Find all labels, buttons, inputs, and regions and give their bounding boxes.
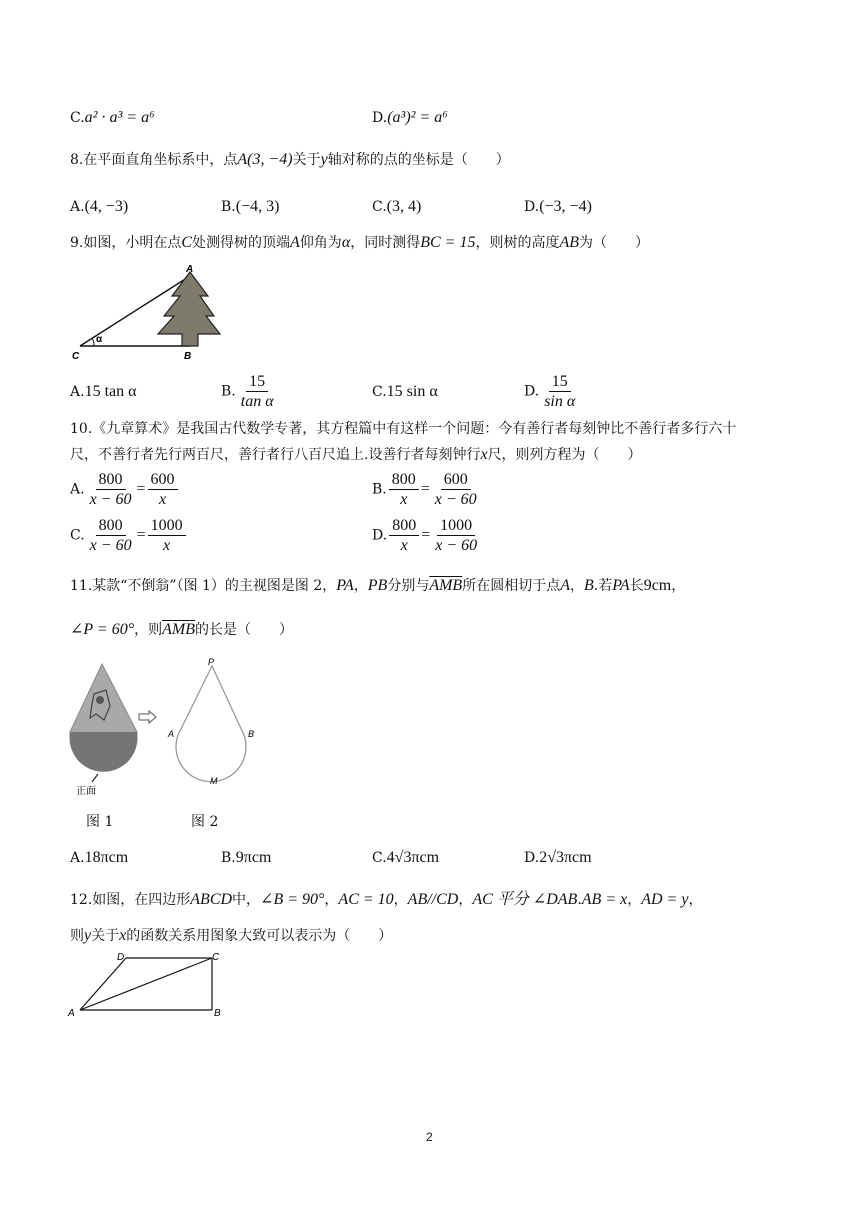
q8-stem <box>70 150 510 170</box>
text: ， <box>627 892 642 908</box>
q10-option-b <box>372 470 482 509</box>
math: 9cm <box>643 577 672 594</box>
q10-option-a <box>70 470 180 509</box>
q10-stem-line1: 10.《九章算术》是我国古代数学专著，其方程篇中有这样一个问题：今有善行者每刻钟比不善行者多行六十 <box>70 421 737 437</box>
fraction-left <box>87 516 135 555</box>
option-label: D. <box>372 110 388 126</box>
text: 所在圆相切于点 <box>462 578 561 594</box>
q10-option-d <box>372 516 482 555</box>
text: ， <box>393 892 408 908</box>
text: 关于 <box>91 928 120 944</box>
fraction <box>541 372 578 411</box>
label-front: 正面 <box>76 786 96 797</box>
label-c: C <box>72 351 80 362</box>
option-label: A. <box>70 384 85 400</box>
arc-amb: $\overline{AMB}$ <box>162 621 195 638</box>
option-label: B. <box>221 383 236 400</box>
option-label: C. <box>372 850 387 866</box>
q9-option-d <box>524 372 580 411</box>
denominator: x − 60 <box>435 537 478 554</box>
text: 为（ ） <box>579 235 650 251</box>
math: AC 平分 ∠DAB <box>472 891 578 908</box>
formula: a² · a³ = a⁶ <box>84 109 155 126</box>
label-b: B <box>184 351 192 362</box>
label-c: C <box>212 952 220 963</box>
math: C <box>181 234 193 251</box>
text: 则 <box>70 928 84 944</box>
math: AB//CD <box>407 891 459 908</box>
option-value: (−3, −4) <box>539 198 592 215</box>
math: A(3, −4) <box>237 151 293 168</box>
q7-option-d <box>372 108 448 128</box>
text: 的函数关系用图象大致可以表示为（ ） <box>126 928 393 944</box>
numerator: 800 <box>96 516 126 536</box>
option-value: 4√3πcm <box>386 849 440 866</box>
math: B <box>583 577 594 594</box>
figure-2-caption: 图 2 <box>191 814 219 830</box>
fraction-left <box>389 470 419 509</box>
math: x <box>480 446 488 463</box>
option-value: (3, 4) <box>386 198 422 215</box>
angle-arc <box>93 339 95 346</box>
segment-ac <box>80 958 212 1010</box>
math: y <box>84 927 92 944</box>
option-value: (−4, 3) <box>235 198 280 215</box>
q8-option-b <box>221 197 279 217</box>
numerator: 800 <box>389 516 419 536</box>
option-label: C. <box>372 384 387 400</box>
q8-option-a <box>70 197 128 217</box>
text: 9.如图，小明在点 <box>70 235 182 251</box>
formula: (a³)² = a⁶ <box>387 109 448 126</box>
option-value: 2√3πcm <box>539 849 592 866</box>
q11-figure-2 <box>166 654 266 786</box>
q11-stem-line1 <box>70 576 685 596</box>
text: 尺，则列方程为（ ） <box>487 447 642 463</box>
option-value: 15 tan α <box>84 383 137 400</box>
q8-option-d <box>524 197 592 217</box>
equals: = <box>136 480 146 498</box>
segment-ad <box>80 958 126 1010</box>
option-label: B. <box>221 850 236 866</box>
option-label: A. <box>70 199 85 215</box>
text: 仰角为 <box>299 235 342 251</box>
math: PA <box>612 577 630 594</box>
equals: = <box>421 526 431 544</box>
q11-option-b <box>221 848 271 868</box>
text: 轴对称的点的坐标是（ ） <box>327 152 510 168</box>
option-label: B. <box>372 481 387 498</box>
label-m: M <box>210 776 218 786</box>
numerator: 800 <box>389 470 419 490</box>
math: ∠B = 90° <box>260 891 325 908</box>
text: ， <box>569 578 584 594</box>
q10-stem-line2 <box>70 445 642 465</box>
q11-option-a <box>70 848 128 868</box>
text: ， <box>458 892 473 908</box>
q7-option-c <box>70 108 155 128</box>
drop-outline <box>176 666 246 782</box>
text: ， <box>324 892 339 908</box>
text: 处测得树的顶端 <box>192 235 291 251</box>
denominator: x − 60 <box>89 491 132 508</box>
math: ABCD <box>190 891 233 908</box>
fraction <box>238 372 277 411</box>
option-label: D. <box>524 850 540 866</box>
label-b: B <box>248 729 255 739</box>
q11-figure-1 <box>66 660 146 800</box>
q10-option-c <box>70 516 188 555</box>
numerator: 15 <box>246 372 268 392</box>
option-label: C. <box>372 199 387 215</box>
numerator: 1000 <box>148 516 186 536</box>
q12-stem-line1 <box>70 890 702 910</box>
math: AD = y <box>641 891 689 908</box>
numerator: 800 <box>96 470 126 490</box>
math: AB = x <box>581 891 628 908</box>
option-value: 18πcm <box>84 849 129 866</box>
q8-option-c <box>372 197 421 217</box>
numerator: 600 <box>441 470 471 490</box>
q12-stem-line2 <box>70 926 392 946</box>
option-label: A. <box>70 481 85 498</box>
math: x <box>119 927 127 944</box>
q11-stem-line2 <box>70 620 293 640</box>
option-label: B. <box>221 199 236 215</box>
denominator: x − 60 <box>434 491 477 508</box>
math: α <box>341 234 351 251</box>
q11-option-c <box>372 848 439 868</box>
text: 8.在平面直角坐标系中，点 <box>70 152 238 168</box>
q9-option-a <box>70 382 137 402</box>
denominator: x <box>400 537 408 554</box>
label-alpha: α <box>96 334 103 345</box>
tumbler-head <box>96 696 104 704</box>
option-value: 15 sin α <box>386 383 438 400</box>
option-label: A. <box>70 850 85 866</box>
option-value: (4, −3) <box>84 198 129 215</box>
text: 中， <box>232 892 261 908</box>
math: A <box>290 234 300 251</box>
arrow-right-icon <box>138 710 158 724</box>
arc-amb: $\overline{AMB}$ <box>429 577 463 594</box>
math: y <box>320 151 328 168</box>
pointer-arrow <box>92 774 98 782</box>
fraction-right <box>148 470 178 509</box>
label-p: P <box>208 657 215 667</box>
option-label: C. <box>70 110 85 126</box>
text: ， <box>688 892 703 908</box>
q9-option-c <box>372 382 438 402</box>
label-b: B <box>214 1008 221 1019</box>
math: A <box>560 577 570 594</box>
text: 分别与 <box>387 578 430 594</box>
math: AC = 10 <box>338 891 394 908</box>
text: ，则 <box>134 622 163 638</box>
option-label: C. <box>70 527 85 544</box>
label-a: A <box>68 1008 75 1019</box>
math: ∠P = 60° <box>70 621 135 638</box>
denominator: x <box>400 491 408 508</box>
text: ， <box>353 578 368 594</box>
fraction-right <box>432 516 480 555</box>
text: 尺，不善行者先行两百尺，善行者行八百尺追上.设善行者每刻钟行 <box>70 447 481 463</box>
q9-stem <box>70 233 649 253</box>
text: 11.某款“不倒翁”（图 1）的主视图是图 2， <box>70 578 337 594</box>
text: ，则树的高度 <box>475 235 560 251</box>
text: ，同时测得 <box>350 235 421 251</box>
label-a: A <box>186 264 194 275</box>
option-label: D. <box>372 527 388 544</box>
figure-1-caption: 图 1 <box>86 814 114 830</box>
math: PA <box>336 577 354 594</box>
fraction-left <box>389 516 419 555</box>
option-label: D. <box>524 199 540 215</box>
math: BC = 15 <box>420 234 476 251</box>
q9-figure <box>68 262 228 362</box>
q9-option-b <box>221 372 279 411</box>
text: 12.如图，在四边形 <box>70 892 191 908</box>
numerator: 15 <box>549 372 571 392</box>
denominator: x <box>163 537 171 554</box>
text: .若 <box>593 578 613 594</box>
numerator: 1000 <box>437 516 475 536</box>
label-d: D <box>117 952 125 963</box>
text: 长 <box>629 578 644 594</box>
q12-figure <box>64 948 234 1022</box>
math: AB <box>559 234 580 251</box>
equals: = <box>136 526 146 544</box>
denominator: x − 60 <box>89 537 132 554</box>
denominator: tan α <box>240 393 274 410</box>
text: 关于 <box>292 152 321 168</box>
tree-shape <box>158 272 220 346</box>
math: PB <box>367 577 388 594</box>
text: . <box>577 892 582 908</box>
option-label: D. <box>524 383 540 400</box>
denominator: x <box>158 491 167 508</box>
fraction-right <box>148 516 186 555</box>
denominator: sin α <box>544 393 576 410</box>
page-number: 2 <box>426 1130 433 1144</box>
fraction-left <box>87 470 135 509</box>
label-a: A <box>168 729 175 739</box>
numerator: 600 <box>148 470 178 490</box>
equals: = <box>420 480 430 498</box>
option-value: 9πcm <box>235 849 272 866</box>
tumbler-bottom <box>70 732 138 772</box>
fraction-right <box>432 470 480 509</box>
text: ， <box>671 578 686 594</box>
q11-option-d <box>524 848 592 868</box>
text: 的长是（ ） <box>194 622 293 638</box>
